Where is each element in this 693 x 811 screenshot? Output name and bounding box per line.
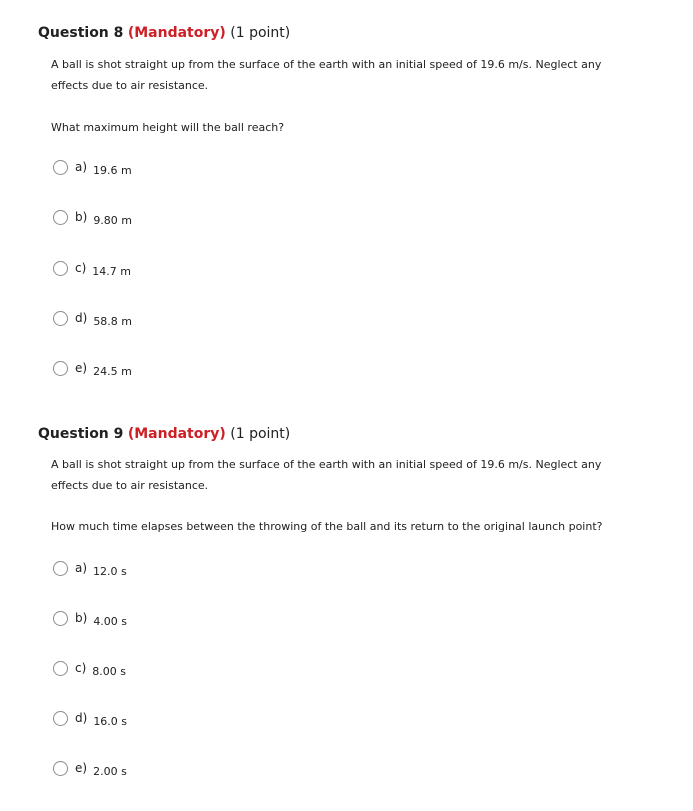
mandatory-label: (Mandatory) xyxy=(127,426,226,442)
option-e[interactable] xyxy=(53,358,132,378)
option-letter: b) xyxy=(75,210,88,224)
question-text: A ball is shot straight up from the surface of the earth with an initial speed of 19.6 m/s. Neglect any effects due to air resistance. xyxy=(51,58,602,92)
question-prompt: What maximum height will the ball reach? xyxy=(51,121,285,134)
points-label: (1 point) xyxy=(230,25,291,41)
radio-button[interactable] xyxy=(53,661,68,676)
option-c[interactable] xyxy=(53,658,126,678)
option-c[interactable] xyxy=(53,258,131,278)
option-letter: d) xyxy=(75,311,88,325)
question-heading xyxy=(38,426,290,442)
option-value: 14.7 m xyxy=(92,264,131,278)
option-e[interactable] xyxy=(53,758,127,778)
option-a[interactable] xyxy=(53,558,127,578)
option-value: 19.6 m xyxy=(93,163,132,177)
option-letter: e) xyxy=(75,361,88,375)
option-a[interactable] xyxy=(53,157,132,177)
option-value: 8.00 s xyxy=(92,664,127,678)
option-value: 24.5 m xyxy=(93,364,132,378)
radio-button[interactable] xyxy=(53,311,68,326)
option-letter: a) xyxy=(75,561,88,575)
option-value: 4.00 s xyxy=(93,614,128,628)
radio-button[interactable] xyxy=(53,711,68,726)
option-value: 9.80 m xyxy=(93,213,133,227)
option-letter: e) xyxy=(75,761,88,775)
option-value: 12.0 s xyxy=(93,564,127,578)
option-b[interactable] xyxy=(53,207,132,227)
option-d[interactable] xyxy=(53,308,132,328)
option-letter: b) xyxy=(75,611,88,625)
question-title: Question 8 xyxy=(38,25,124,41)
option-letter: c) xyxy=(75,661,87,675)
radio-button[interactable] xyxy=(53,160,68,175)
radio-button[interactable] xyxy=(53,611,68,626)
option-value: 16.0 s xyxy=(93,714,128,728)
option-b[interactable] xyxy=(53,608,127,628)
option-d[interactable] xyxy=(53,708,127,728)
option-value: 2.00 s xyxy=(93,764,127,778)
radio-button[interactable] xyxy=(53,210,68,225)
radio-button[interactable] xyxy=(53,761,68,776)
option-letter: c) xyxy=(75,261,87,275)
points-label: (1 point) xyxy=(230,426,291,442)
radio-button[interactable] xyxy=(53,261,68,276)
radio-button[interactable] xyxy=(53,361,68,376)
option-letter: d) xyxy=(75,711,88,725)
mandatory-label: (Mandatory) xyxy=(127,25,226,41)
radio-button[interactable] xyxy=(53,561,68,576)
option-value: 58.8 m xyxy=(93,314,133,328)
question-title: Question 9 xyxy=(38,426,124,442)
question-heading xyxy=(38,25,290,41)
option-letter: a) xyxy=(75,160,88,174)
question-prompt: How much time elapses between the throwing of the ball and its return to the original launch point? xyxy=(51,520,603,533)
question-text: A ball is shot straight up from the surface of the earth with an initial speed of 19.6 m/s. Neglect any effects due to air resistance. xyxy=(51,458,602,492)
